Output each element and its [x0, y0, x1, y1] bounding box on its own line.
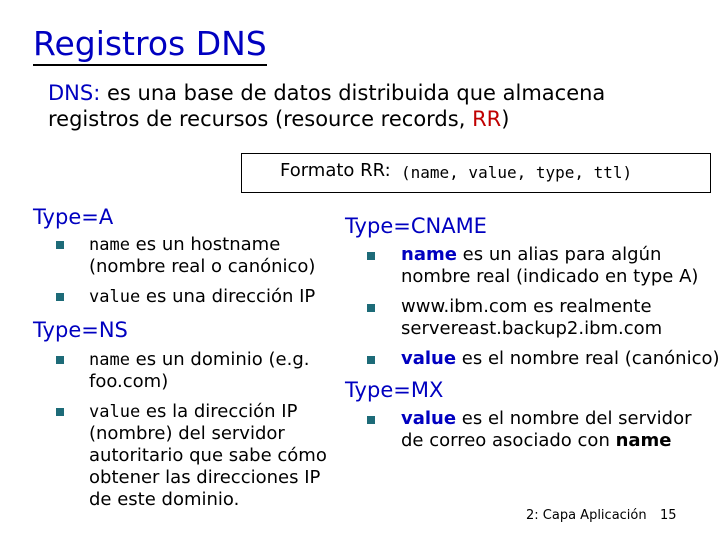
- bullet-square-icon: [56, 293, 64, 301]
- type-cname-b2-line2: servereast.backup2.ibm.com: [401, 318, 663, 339]
- type-a-b1-line1: es un hostname: [129, 234, 281, 255]
- type-ns-bullet-2: [89, 401, 327, 511]
- code-name: name: [89, 350, 130, 370]
- type-mx-b1-line2: de correo asociado con: [401, 430, 616, 451]
- type-a-b2-text: es una dirección IP: [140, 286, 316, 307]
- type-cname-bullet-2: [401, 296, 662, 340]
- type-cname-heading: Type=CNAME: [345, 214, 487, 238]
- bold-name: name: [401, 244, 457, 265]
- type-a-bullet-2: [89, 286, 315, 308]
- intro-line1: es una base de datos distribuida que almacena: [100, 81, 606, 105]
- intro-line2-end: ): [501, 107, 510, 131]
- format-code: (name, value, type, ttl): [401, 163, 633, 182]
- slide-title: Registros DNS: [33, 26, 267, 66]
- code-value: value: [89, 402, 141, 422]
- bullet-square-icon: [367, 304, 375, 312]
- type-ns-b1-line2: foo.com): [89, 371, 169, 392]
- bold-name: name: [615, 430, 672, 451]
- rr-abbrev: RR: [472, 107, 502, 131]
- type-ns-b2-line5: de este dominio.: [89, 489, 240, 510]
- type-a-b1-line2: (nombre real o canónico): [89, 256, 316, 277]
- code-name: name: [89, 235, 130, 255]
- bullet-square-icon: [367, 356, 375, 364]
- bullet-square-icon: [56, 356, 64, 364]
- bullet-square-icon: [56, 408, 64, 416]
- code-value: value: [89, 287, 141, 307]
- type-ns-bullet-1: [89, 349, 309, 393]
- type-a-heading: Type=A: [33, 205, 114, 229]
- type-cname-b1-line2: nombre real (indicado en type A): [401, 266, 699, 287]
- page-number: 15: [660, 508, 677, 523]
- type-mx-b1-line1: es el nombre del servidor: [456, 408, 692, 429]
- type-mx-bullet-1: [401, 408, 692, 452]
- type-ns-heading: Type=NS: [33, 318, 128, 342]
- type-ns-b2-line4: obtener las direcciones IP: [89, 467, 321, 488]
- type-ns-b1-line1: es un dominio (e.g.: [129, 349, 310, 370]
- bold-value: value: [401, 408, 457, 429]
- bullet-square-icon: [367, 416, 375, 424]
- type-cname-b2-line1: www.ibm.com es realmente: [401, 296, 652, 317]
- type-cname-bullet-3: [401, 348, 720, 370]
- type-cname-b1-line1: es un alias para algún: [456, 244, 662, 265]
- intro-line2: registros de recursos (resource records,: [48, 107, 473, 131]
- dns-label: DNS:: [48, 81, 101, 105]
- type-ns-b2-line2: (nombre) del servidor: [89, 423, 285, 444]
- type-ns-b2-line3: autoritario que sabe cómo: [89, 445, 327, 466]
- bullet-square-icon: [367, 252, 375, 260]
- type-cname-b3-line1: es el nombre real (canónico): [456, 348, 720, 369]
- bold-value: value: [401, 348, 457, 369]
- type-ns-b2-line1: es la dirección IP: [140, 401, 298, 422]
- intro-text: [48, 80, 605, 132]
- footer-chapter: 2: Capa Aplicación: [526, 508, 647, 523]
- type-mx-heading: Type=MX: [345, 378, 444, 402]
- type-cname-bullet-1: [401, 244, 698, 288]
- bullet-square-icon: [56, 241, 64, 249]
- format-label: Formato RR:: [280, 160, 391, 181]
- type-a-bullet-1: [89, 234, 315, 278]
